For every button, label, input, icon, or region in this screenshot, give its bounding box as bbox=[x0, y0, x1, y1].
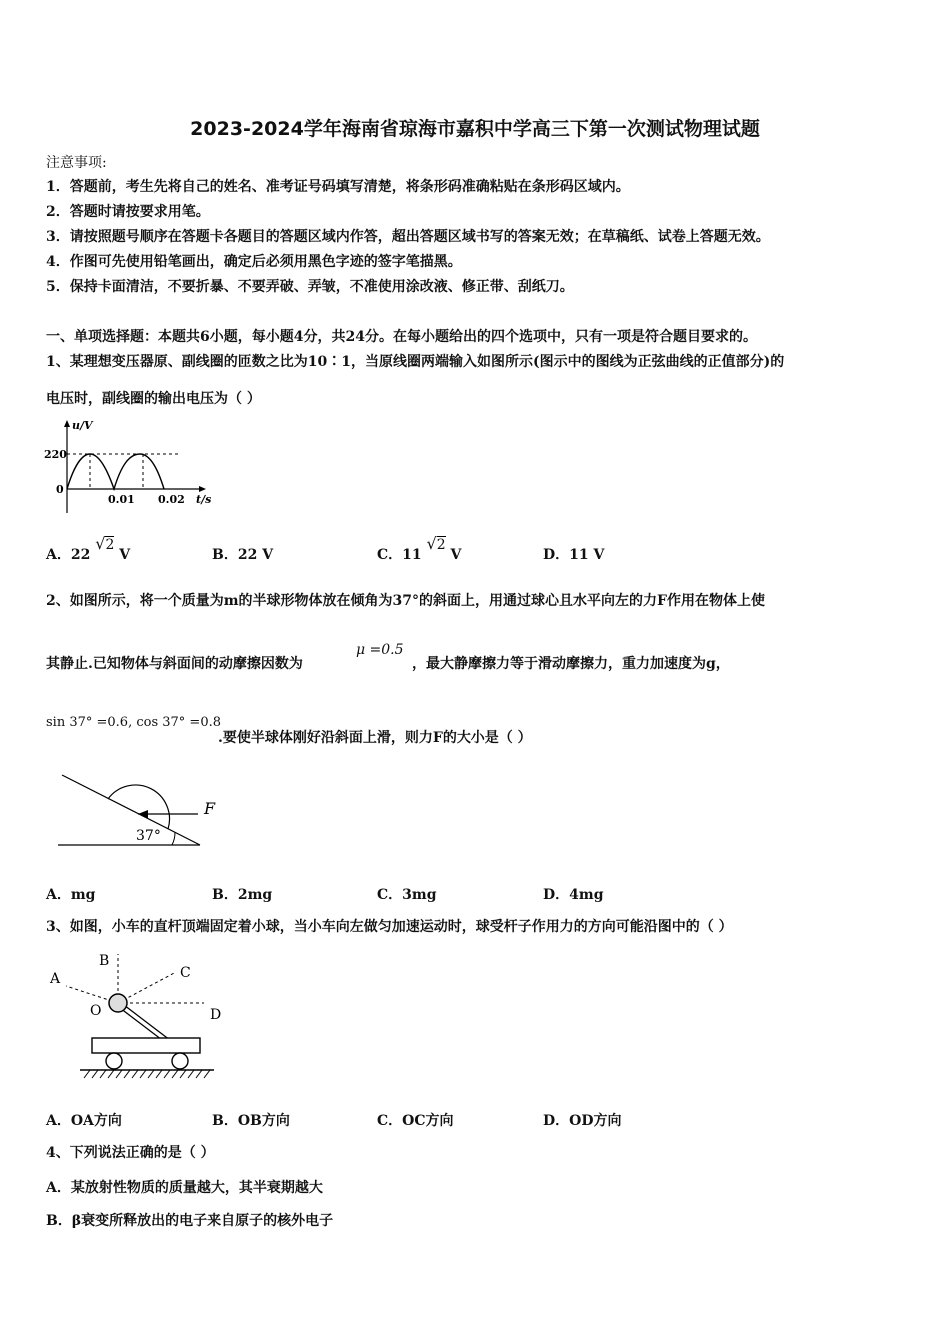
q2-hemisphere bbox=[108, 785, 170, 829]
q1-graph-y-arrow bbox=[64, 420, 70, 427]
q1-graph-x-tick-1: 0.01 bbox=[108, 493, 135, 506]
q1-option-a-sqrt: √2 bbox=[95, 534, 115, 553]
q1-option-a-prefix: A．22 bbox=[46, 547, 91, 563]
q2-force-label: F bbox=[204, 799, 216, 818]
q1-option-d: D．11 V bbox=[543, 547, 605, 563]
q3-cart-figure bbox=[44, 946, 222, 1086]
q1-graph-x-label: t/s bbox=[196, 493, 212, 506]
q2-option-d: D．4mg bbox=[543, 887, 604, 903]
q3-ball bbox=[109, 994, 127, 1012]
q2-option-c: C．3mg bbox=[377, 887, 437, 903]
q3-ground-hatch bbox=[84, 1070, 210, 1078]
q3-option-b: B．OB方向 bbox=[212, 1113, 290, 1129]
q3-option-d: D．OD方向 bbox=[543, 1113, 622, 1129]
q1-option-c-prefix: C．11 bbox=[377, 547, 422, 563]
q2-angle-label: 37° bbox=[136, 828, 161, 844]
q3-rod-inner bbox=[120, 1005, 166, 1040]
q1-option-b: B．22 V bbox=[212, 547, 274, 563]
q2-mu-formula: μ =0.5 bbox=[356, 642, 404, 658]
q2-stem-line2a: 其静止.已知物体与斜面间的动摩擦因数为 bbox=[46, 656, 303, 672]
q2-option-a: A．mg bbox=[46, 887, 96, 903]
q1-option-c-unit: V bbox=[450, 547, 462, 563]
page-title: 2023-2024学年海南省琼海市嘉积中学高三下第一次测试物理试题 bbox=[190, 118, 760, 140]
q2-option-b: B．2mg bbox=[212, 887, 273, 903]
q1-graph-origin: 0 bbox=[56, 483, 64, 496]
q2-stem-line2b: ，最大静摩擦力等于滑动摩擦力，重力加速度为g， bbox=[412, 656, 730, 672]
q2-stem-line1: 2、如图所示，将一个质量为m的半球形物体放在倾角为37°的斜面上，用通过球心且水平向左的力F作用在物体上使 bbox=[46, 593, 765, 609]
q3-label-o: O bbox=[90, 1003, 102, 1019]
q4-option-b: B．β衰变所释放出的电子来自原子的核外电子 bbox=[46, 1213, 334, 1229]
q2-force-arrow bbox=[138, 810, 148, 818]
q1-option-c-sqrt: √2 bbox=[426, 534, 446, 553]
notice-item-3: 3．请按照题号顺序在答题卡各题目的答题区域内作答，超出答题区域书写的答案无效；在草稿纸、试卷上答题无效。 bbox=[46, 229, 770, 245]
q2-stem-line3: .要使半球体刚好沿斜面上滑，则力F的大小是（ ） bbox=[218, 730, 532, 746]
q1-graph-y-label: u/V bbox=[72, 419, 93, 432]
notice-item-1: 1．答题前，考生先将自己的姓名、准考证号码填写清楚，将条形码准确粘贴在条形码区域内。 bbox=[46, 179, 630, 195]
q3-cart-body bbox=[92, 1038, 200, 1053]
q2-trig-values: sin 37° =0.6, cos 37° =0.8 bbox=[46, 715, 221, 730]
q3-wheel-left bbox=[106, 1053, 122, 1069]
section-heading: 一、单项选择题：本题共6小题，每小题4分，共24分。在每小题给出的四个选项中，只有一项是符合题目要求的。 bbox=[46, 329, 757, 345]
q1-voltage-graph bbox=[40, 418, 215, 518]
q1-graph-x-arrow bbox=[199, 486, 206, 492]
q3-label-d: D bbox=[210, 1007, 222, 1023]
q3-option-c: C．OC方向 bbox=[377, 1113, 454, 1129]
q1-option-c-radicand: 2 bbox=[436, 537, 446, 553]
q3-label-a: A bbox=[50, 971, 61, 987]
q1-stem-line1: 1、某理想变压器原、副线圈的匝数之比为10∶1，当原线圈两端输入如图所示(图示中的图线为正弦曲线的正值部分)的 bbox=[46, 354, 785, 370]
q2-angle-arc bbox=[172, 832, 175, 845]
notice-item-4: 4．作图可先使用铅笔画出，确定后必须用黑色字迹的签字笔描黑。 bbox=[46, 254, 462, 270]
q4-stem: 4、下列说法正确的是（ ） bbox=[46, 1145, 215, 1161]
q3-label-c: C bbox=[180, 965, 191, 981]
q1-option-c bbox=[377, 534, 462, 564]
q2-incline-figure bbox=[56, 768, 231, 850]
notice-item-2: 2．答题时请按要求用笔。 bbox=[46, 204, 210, 220]
q1-option-a bbox=[46, 534, 131, 564]
q1-stem-line2: 电压时，副线圈的输出电压为（ ） bbox=[46, 391, 261, 407]
q1-graph-x-tick-2: 0.02 bbox=[158, 493, 185, 506]
q1-graph-y-tick: 220 bbox=[44, 448, 67, 461]
q1-graph-curve bbox=[67, 454, 164, 489]
notice-heading: 注意事项: bbox=[46, 155, 107, 171]
notice-item-5: 5．保持卡面清洁，不要折暴、不要弄破、弄皱，不准使用涂改液、修正带、刮纸刀。 bbox=[46, 279, 574, 295]
q3-wheel-right bbox=[172, 1053, 188, 1069]
q3-label-b: B bbox=[99, 953, 110, 969]
q1-option-a-unit: V bbox=[119, 547, 131, 563]
q1-option-a-radicand: 2 bbox=[105, 537, 115, 553]
q3-line-oc bbox=[118, 972, 176, 1003]
q4-option-a: A．某放射性物质的质量越大，其半衰期越大 bbox=[46, 1180, 323, 1196]
q3-stem: 3、如图，小车的直杆顶端固定着小球，当小车向左做匀加速运动时，球受杆子作用力的方向可能沿图中的（ ） bbox=[46, 919, 733, 935]
q3-option-a: A．OA方向 bbox=[46, 1113, 122, 1129]
